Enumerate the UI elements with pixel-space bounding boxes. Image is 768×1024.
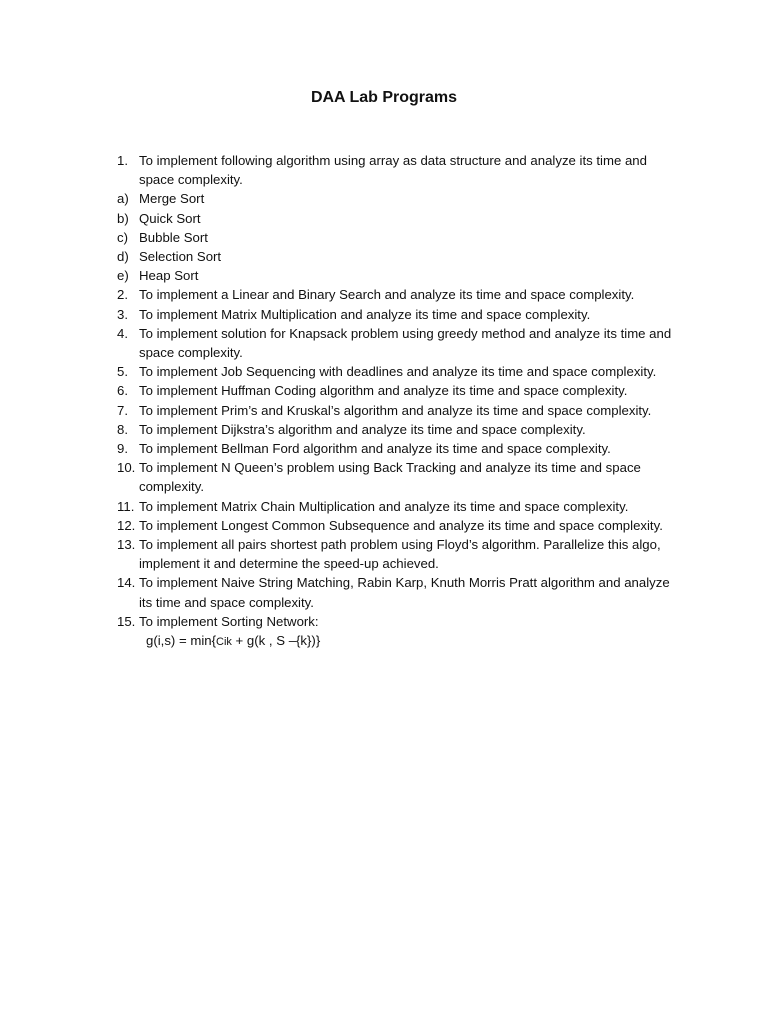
list-marker: 4. <box>117 325 128 341</box>
recurrence-formula <box>117 631 679 652</box>
list-marker: b) <box>117 210 129 226</box>
list-marker: d) <box>117 249 129 265</box>
list-marker: 14. <box>117 575 136 591</box>
list-item-text: Merge Sort <box>139 191 205 207</box>
list-marker: 2. <box>117 287 128 303</box>
list-item-text: To implement N Queen’s problem using Back Tracking and analyze its time and space complexity. <box>139 460 641 495</box>
list-item <box>117 612 679 631</box>
list-item-text: To implement following algorithm using array as data structure and analyze its time and space complexity. <box>139 153 647 188</box>
formula-suffix: + g(k , S –{k})} <box>231 633 321 649</box>
list-marker: a) <box>117 191 129 207</box>
list-item <box>117 266 679 285</box>
list-marker: c) <box>117 229 128 245</box>
list-item <box>117 573 679 611</box>
list-item-text: Quick Sort <box>139 210 201 226</box>
list-item-text: To implement Sorting Network: <box>139 613 319 629</box>
list-marker: 7. <box>117 402 128 418</box>
program-list <box>117 151 679 652</box>
list-item <box>117 401 679 420</box>
list-item <box>117 324 679 362</box>
list-marker: 5. <box>117 364 128 380</box>
list-item <box>117 458 679 496</box>
list-marker: 6. <box>117 383 128 399</box>
list-marker: 12. <box>117 517 136 533</box>
formula-subscript: Cik <box>216 636 232 649</box>
list-item-text: Selection Sort <box>139 249 222 265</box>
list-item <box>117 189 679 208</box>
list-item <box>117 209 679 228</box>
list-marker: 10. <box>117 460 136 476</box>
list-item-text: To implement all pairs shortest path problem using Floyd’s algorithm. Parallelize this algo, implement it and determine the speed-up achieved. <box>139 537 661 572</box>
list-marker: e) <box>117 268 129 284</box>
list-item-text: Heap Sort <box>139 268 199 284</box>
list-item <box>117 285 679 304</box>
list-item <box>117 497 679 516</box>
list-item-text: To implement Bellman Ford algorithm and analyze its time and space complexity. <box>139 441 611 457</box>
list-item-text: To implement a Linear and Binary Search and analyze its time and space complexity. <box>139 287 635 303</box>
list-item <box>117 362 679 381</box>
list-item-text: To implement Dijkstra’s algorithm and analyze its time and space complexity. <box>139 421 586 437</box>
list-item <box>117 535 679 573</box>
list-item <box>117 439 679 458</box>
list-marker: 8. <box>117 421 128 437</box>
list-marker: 11. <box>117 498 135 514</box>
list-item-text: To implement Naive String Matching, Rabin Karp, Knuth Morris Pratt algorithm and analyze its time and space complexity. <box>139 575 670 610</box>
list-marker: 1. <box>117 153 128 168</box>
formula-prefix: g(i,s) = min{ <box>146 633 216 649</box>
list-item <box>117 247 679 266</box>
list-item-text: To implement Prim’s and Kruskal’s algorithm and analyze its time and space complexity. <box>139 402 652 418</box>
list-item <box>117 381 679 400</box>
list-item-text: To implement Huffman Coding algorithm and analyze its time and space complexity. <box>139 383 628 399</box>
list-item-text: To implement Longest Common Subsequence and analyze its time and space complexity. <box>139 517 663 533</box>
list-marker: 3. <box>117 306 128 322</box>
list-item <box>117 151 679 189</box>
list-marker: 13. <box>117 537 136 553</box>
list-item-text: Bubble Sort <box>139 229 208 245</box>
list-item-text: To implement Matrix Multiplication and analyze its time and space complexity. <box>139 306 591 322</box>
page-title: DAA Lab Programs <box>310 89 458 106</box>
list-marker: 9. <box>117 441 128 457</box>
list-item-text: To implement Matrix Chain Multiplication and analyze its time and space complexity. <box>139 498 629 514</box>
list-item <box>117 420 679 439</box>
list-marker: 15. <box>117 613 136 629</box>
list-item-text: To implement Job Sequencing with deadlines and analyze its time and space complexity. <box>139 364 657 380</box>
list-item <box>117 516 679 535</box>
list-item <box>117 228 679 247</box>
list-item <box>117 305 679 324</box>
list-item-text: To implement solution for Knapsack problem using greedy method and analyze its time and space complexity. <box>139 325 672 361</box>
